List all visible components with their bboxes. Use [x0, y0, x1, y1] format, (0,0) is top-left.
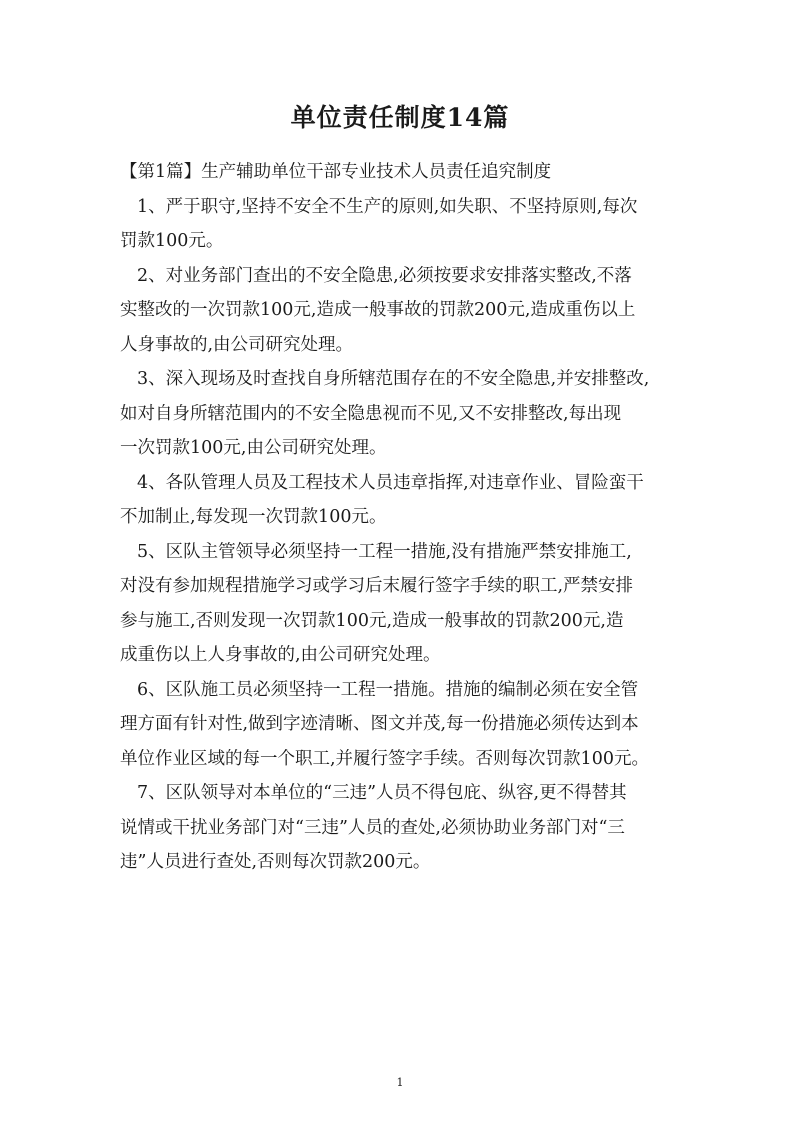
document-title: 单位责任制度14篇 [290, 103, 510, 132]
paragraph-line: 6、区队施工员必须坚持一工程一措施。措施的编制必须在安全管 [137, 679, 639, 700]
paragraph-line: 成重伤以上人身事故的,由公司研究处理。 [120, 645, 441, 665]
paragraph-line: 1、严于职守,坚持不安全不生产的原则,如失职、不坚持原则,每次 [137, 196, 638, 217]
paragraph-line: 参与施工,否则发现一次罚款100元,造成一般事故的罚款200元,造 [120, 610, 624, 631]
paragraph-line: 单位作业区域的每一个职工,并履行签字手续。否则每次罚款100元。 [120, 748, 649, 769]
paragraph-line: 理方面有针对性,做到字迹清晰、图文并茂,每一份措施必须传达到本 [120, 714, 639, 734]
paragraph-line: 3、深入现场及时查找自身所辖范围存在的不安全隐患,并安排整改, [137, 369, 650, 389]
paragraph-line: 2、对业务部门查出的不安全隐患,必须按要求安排落实整改,不落 [137, 265, 632, 286]
paragraph-line: 实整改的一次罚款100元,造成一般事故的罚款200元,造成重伤以上 [120, 300, 636, 320]
section-heading: 【第1篇】生产辅助单位干部专业技术人员责任追究制度 [120, 162, 552, 182]
paragraph-line: 人身事故的,由公司研究处理。 [120, 334, 354, 355]
paragraph-line: 如对自身所辖范围内的不安全隐患视而不见,又不安排整改,每出现 [120, 403, 622, 424]
paragraph-line: 不加制止,每发现一次罚款100元。 [120, 507, 387, 527]
page-number: 1 [396, 1076, 404, 1089]
paragraph-line: 7、区队领导对本单位的“三违”人员不得包庇、纵容,更不得替其 [137, 783, 627, 803]
paragraph-line: 一次罚款100元,由公司研究处理。 [120, 438, 387, 458]
paragraph-line: 说情或干扰业务部门对“三违”人员的查处,必须协助业务部门对“三 [120, 817, 625, 838]
paragraph-line: 5、区队主管领导必须坚持一工程一措施,没有措施严禁安排施工, [137, 541, 632, 562]
paragraph-line: 违”人员进行查处,否则每次罚款200元。 [120, 852, 431, 872]
document-body [120, 155, 685, 880]
paragraph-line: 4、各队管理人员及工程技术人员违章指挥,对违章作业、冒险蛮干 [137, 472, 644, 493]
paragraph-line: 对没有参加规程措施学习或学习后末履行签字手续的职工,严禁安排 [120, 576, 634, 596]
paragraph-line: 罚款100元。 [120, 231, 224, 251]
